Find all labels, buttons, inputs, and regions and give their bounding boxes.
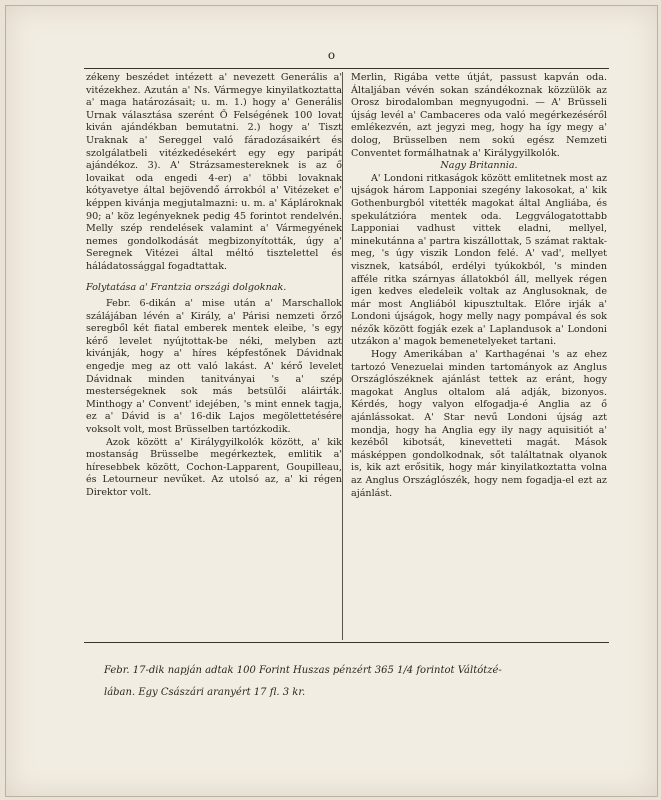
left-column [86, 72, 342, 500]
article-paragraph: Merlin, Rigába vette útját, passust kapván oda. Általjában vévén sokan szándékoznak közzülök az Orosz birodalomban megnyugodni. — A' Brüsseli újság levél a' Cambaceres oda való megérkezéséről emlékezvén, azt jegyzi meg, hogy ha így megy a' dolog, Brüsselben nem sokú egész Nemzeti Conventet formálhatnak a' Királygyilkolók. [351, 72, 607, 159]
article-paragraph: A' Londoni ritkaságok között emlitetnek most az ujságok három Lapponiai szegény lakosokat, a' kik Gothenburgból vitették magokat által Angliába, és spekulátzióra mentek oda. Leggválogatottabb Lapponiai vadhust vittek eladni, mellyel, minekutánna a' partra kiszállottak, 5 számat raktak-meg, 's úgy viszik London felé. A' vad', mellyet visznek, katsából, erdélyi tyúkokból, 's minden afféle ritka szárnyas állatokból áll, mellyek régen igen kedves eledeleik voltak az Anglusoknak, de már most Angliából kipusztultak. Előre irják a' Londoni újságok, hogy melly nagy pompával és sok nézők között fogják ezek a' Laplandusok a' Londoni utzákon a' magok bemenetelyeket tartani. [351, 172, 607, 348]
newspaper-page [5, 5, 658, 797]
footer-rule [84, 642, 609, 643]
footer-line: Febr. 17-dik napján adtak 100 Forint Huszas pénzért 365 1/4 forintot Váltótzé- [104, 665, 502, 676]
right-column [351, 72, 607, 500]
column-divider [342, 72, 343, 640]
section-heading-britain: Nagy Britannia. [440, 160, 518, 172]
exchange-rate-notice [104, 660, 604, 704]
article-paragraph: Azok között a' Királygyilkolók között, a' kik mostanság Brüsselbe megérkeztek, emlitik a' híresebbek között, Cochon-Lapparent, Goupilleau, és Letourneur nevűket. Az utolsó az, a' ki régen Direktor volt. [86, 436, 342, 498]
article-paragraph: Hogy Amerikában a' Karthagénai 's az ehez tartozó Venezuelai minden tartományok az Anglus Országlószéknek ajánlást tettek az eránt, hogy magokat Anglus oltalom alá adják, bizonyos. Kérdés, hogy valyon elfogadja-é Anglia az ő ajánlássokat. A' Star nevű Londoni újság azt mondja, hogy ha Anglia egy ily nagy aquisitiót a' kezéből kibotsát, kinevetteti magát. Mások másképpen gondolkodnak, sőt találtatnak olyanok is, kik azt erősitik, hogy már kinyilatkoztatta volna az Anglus Országlószék, hogy nem fogadja-el ezt az ajánlást. [351, 349, 607, 499]
section-heading-france: Folytatása a' Frantzia országi dolgoknak. [86, 281, 287, 293]
article-paragraph: Febr. 6-dikán a' mise után a' Marschallok szálájában lévén a' Király, a' Párisi nemzeti őrző seregből két fiatal emberek mentek eleibe, 's egy kérő levelet nyújtottak-be néki, melyben azt kivánják, hogy a' híres képfestőnek Dávidnak engedje meg az ott való lakást. A' kérő levelet Dávidnak minden tanitványai 's a' szép mesterségeknek sok más betsülői aláirták. Minthogy a' Convent' idejében, 's mint ennek tagja, ez a' Dávid is a' 16-dik Lajos megölettetésére voksolt volt, most Brüsselben tartózkodik. [86, 298, 342, 436]
page-number: o [327, 48, 336, 62]
footer-line: lában. Egy Császári aranyért 17 fl. 3 kr. [104, 687, 306, 698]
header-rule [84, 68, 609, 69]
article-paragraph: zékeny beszédet intézett a' nevezett Generális a' vitézekhez. Azután a' Ns. Vármegye kinyilatkoztatta a' maga határozásait; u. m. 1.) hogy a' Generális Urnak választása szerént Ő Felségének 100 lovat kiván ajándékban bemutatni. 2.) hogy a' Tiszt Uraknak a' Sereggel való fáradozásaikért és szolgálatbeli vitézkedésekért egy egy paripát ajándékoz. 3). A' Strázsamestereknek is az ő lovaikat oda engedi 4-er) a' többi lovaknak kótyavetye által bejövendő árrokból a' Vitézeket e' képpen kivánja megjutalmazni: u. m. a' Káplároknak 90; a' köz legényeknek pedig 45 forintot rendelvén. Melly szép rendelések valamint a' Vármegyének nemes gondolkodását megbizonyították, úgy a' Seregnek Vitézei által méltó tisztelettel és háládatossággal fogadtattak. [86, 72, 342, 272]
